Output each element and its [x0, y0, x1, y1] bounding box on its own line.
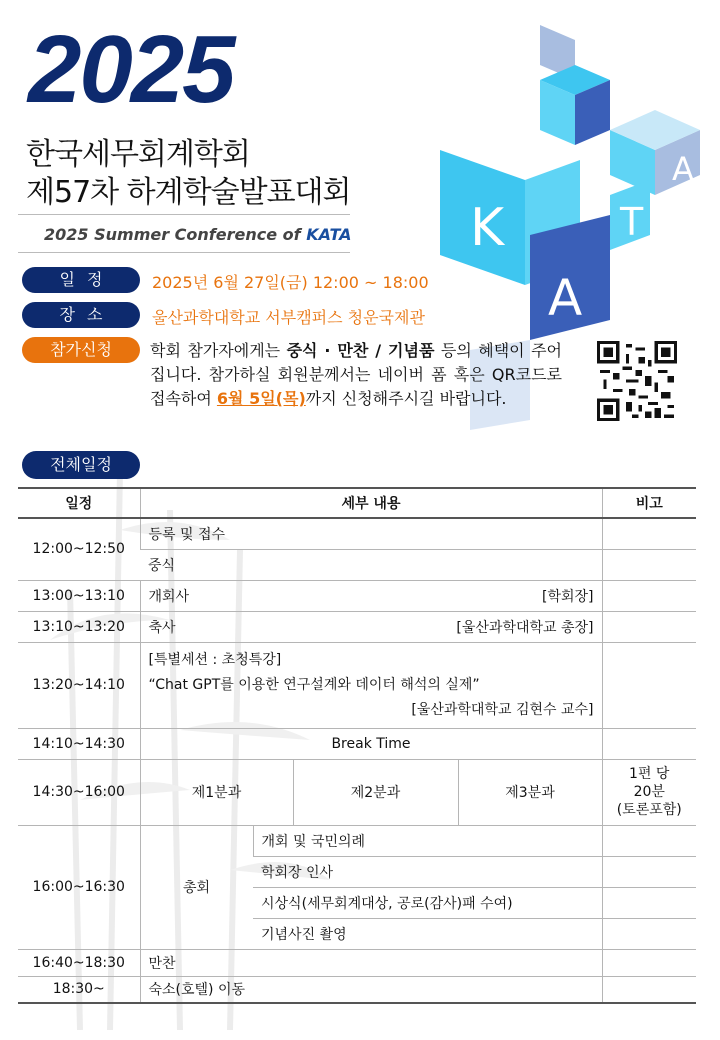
row-item: 축사 [울산과학대학교 총장] — [140, 611, 602, 642]
venue-value: 울산과학대학교 서부캠퍼스 청운국제관 — [152, 308, 425, 327]
row-time: 13:10~13:20 — [18, 611, 140, 642]
row-note — [602, 976, 696, 1003]
table-row — [18, 976, 696, 1003]
row-item: 개회 및 국민의례 — [253, 825, 602, 856]
subtitle-accent: KATA — [306, 225, 352, 244]
row-item: 시상식(세무회계대상, 공로(감사)패 수여) — [253, 887, 602, 918]
row-speaker: [울산과학대학교 총장] — [456, 619, 594, 636]
row-note — [602, 856, 696, 887]
logo-letter-a1: A — [548, 269, 583, 327]
register-benefits: 중식 · 만찬 / 기념품 — [286, 341, 435, 360]
row-note — [602, 580, 696, 611]
header-time: 일정 — [18, 488, 140, 518]
logo-letter-t: T — [620, 200, 644, 244]
table-row — [18, 611, 696, 642]
title-divider-top — [18, 214, 350, 215]
special-session-label: [특별세션 : 초청특강] — [148, 651, 282, 668]
row-item: 기념사진 촬영 — [253, 918, 602, 949]
row-note — [602, 642, 696, 728]
schedule-title: 전체일정 — [22, 451, 140, 479]
table-row — [18, 728, 696, 759]
row-item: 중식 — [140, 549, 602, 580]
row-note — [602, 949, 696, 976]
row-item: Break Time — [140, 728, 602, 759]
schedule-table — [18, 487, 696, 1004]
lecture-title: “Chat GPT를 이용한 연구설계와 데이터 해석의 실제” — [148, 676, 480, 693]
row-time: 16:00~16:30 — [18, 825, 140, 949]
register-deadline: 6월 5일(목) — [216, 389, 306, 408]
row-item: 등록 및 접수 — [140, 518, 602, 549]
row-time: 18:30~ — [18, 976, 140, 1003]
row-time: 14:30~16:00 — [18, 759, 140, 825]
row-speaker: [학회장] — [542, 588, 594, 605]
title-line-1: 한국세무회계학회 — [26, 137, 250, 172]
qr-code[interactable] — [597, 341, 677, 421]
subtitle-main: 2025 Summer Conference of — [44, 225, 301, 244]
subtitle — [44, 225, 352, 244]
row-time: 13:20~14:10 — [18, 642, 140, 728]
row-item: 숙소(호텔) 이동 — [140, 976, 602, 1003]
table-header-row — [18, 488, 696, 518]
row-item: 만찬 — [140, 949, 602, 976]
row-item: 학회장 인사 — [253, 856, 602, 887]
session-1: 제1분과 — [140, 759, 293, 825]
header-detail: 세부 내용 — [140, 488, 602, 518]
row-time: 16:40~18:30 — [18, 949, 140, 976]
table-row — [18, 642, 696, 728]
row-item — [140, 642, 602, 728]
row-note: 1편 당 20분 (토론포함) — [602, 759, 696, 825]
row-time: 12:00~12:50 — [18, 518, 140, 580]
register-label: 참가신청 — [22, 337, 140, 363]
lecture-speaker: [울산과학대학교 김현수 교수] — [411, 701, 594, 718]
header-note: 비고 — [602, 488, 696, 518]
row-note — [602, 887, 696, 918]
title-divider-bottom — [18, 252, 350, 253]
row-note — [602, 518, 696, 549]
table-row — [18, 759, 696, 825]
row-time: 13:00~13:10 — [18, 580, 140, 611]
date-value: 2025년 6월 27일(금) 12:00 ~ 18:00 — [152, 273, 429, 292]
session-3: 제3분과 — [458, 759, 602, 825]
title-line-2: 제57차 하계학술발표대회 — [26, 175, 351, 210]
row-note — [602, 549, 696, 580]
table-row — [18, 949, 696, 976]
row-note — [602, 728, 696, 759]
general-meeting-label: 총회 — [140, 825, 253, 949]
venue-label: 장소 — [22, 302, 140, 328]
row-time: 14:10~14:30 — [18, 728, 140, 759]
year-heading: 2025 — [28, 16, 234, 123]
logo-letter-a2: A — [672, 150, 694, 188]
session-2: 제2분과 — [293, 759, 458, 825]
row-note — [602, 611, 696, 642]
date-label: 일정 — [22, 267, 140, 293]
conference-title — [26, 136, 351, 212]
row-note — [602, 825, 696, 856]
table-row — [18, 825, 696, 856]
table-row — [18, 518, 696, 549]
table-row — [18, 580, 696, 611]
logo-letter-k: K — [470, 198, 505, 258]
register-description: 학회 참가자에게는 중식 · 만찬 / 기념품 등의 혜택이 주어집니다. 참가하실 회원분께서는 네이버 폼 혹은 QR코드로 접속하여 6월 5일(목)까지 신청해주시길 바랍니다. — [150, 341, 562, 408]
row-item: 개회사 [학회장] — [140, 580, 602, 611]
row-note — [602, 918, 696, 949]
